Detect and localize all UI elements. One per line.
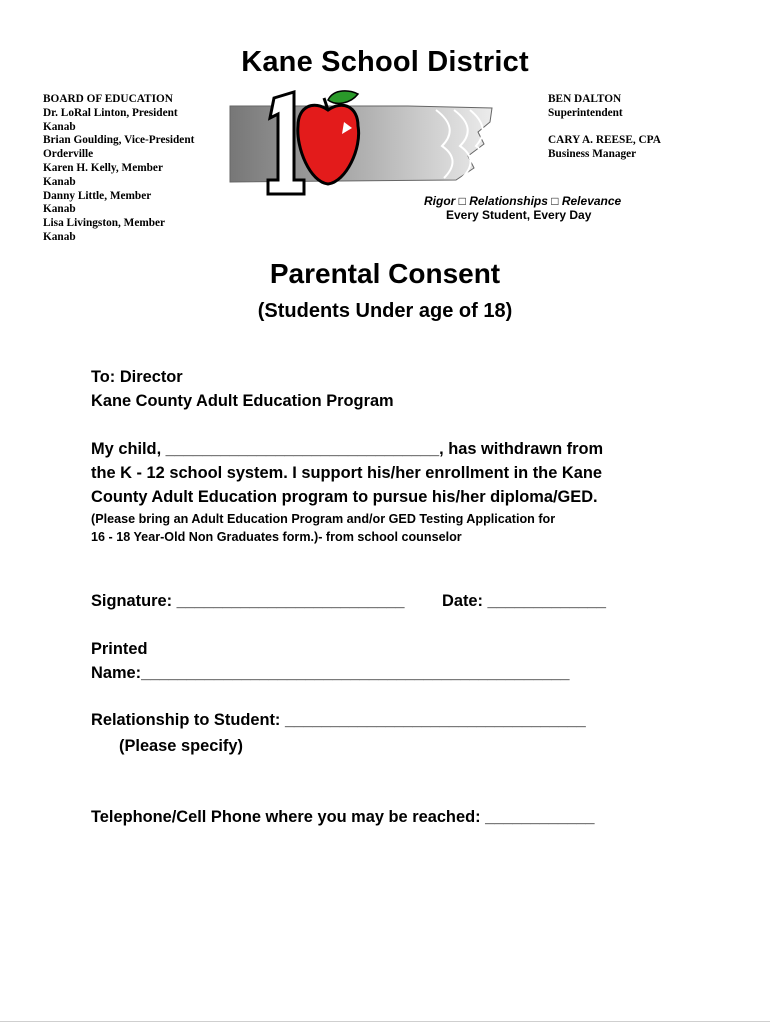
consent-body-line-1: My child, ______________________________, has withdrawn from [91, 440, 604, 458]
business-manager-name: CARY A. REESE, CPA [548, 134, 661, 147]
form-note-line-2: 16 - 18 Year-Old Non Graduates form.)- from school counselor [91, 530, 462, 544]
consent-body-line-3: County Adult Education program to pursue his/her diploma/GED. [91, 488, 598, 506]
district-motto: Rigor □ Relationships □ Relevance [424, 194, 622, 208]
board-member: Dr. LoRal Linton, President [43, 106, 178, 119]
board-heading: BOARD OF EDUCATION [43, 93, 173, 105]
board-member: Lisa Livingston, Member [43, 217, 166, 230]
superintendent-title: Superintendent [548, 106, 623, 119]
relationship-field: Relationship to Student: _________________________________ [91, 711, 586, 729]
telephone-field: Telephone/Cell Phone where you may be reached: ____________ [91, 808, 595, 826]
date-field: Date: _____________ [442, 592, 607, 610]
board-member: Karen H. Kelly, Member [43, 161, 163, 174]
printed-name-field: Name:_______________________________________________ [91, 664, 570, 682]
page-bottom-divider [0, 1021, 770, 1022]
district-logo [228, 88, 498, 196]
printed-name-label: Printed [91, 640, 148, 658]
form-subtitle: (Students Under age of 18) [257, 300, 513, 322]
administration-list [548, 93, 661, 162]
consent-body-line-2: the K - 12 school system. I support his/her enrollment in the Kane [91, 464, 602, 482]
board-member-town: Orderville [43, 148, 94, 161]
form-title: Parental Consent [269, 258, 501, 289]
board-member-town: Kanab [43, 203, 76, 216]
district-slogan: Every Student, Every Day [446, 208, 592, 222]
board-member: Brian Goulding, Vice-President [43, 134, 195, 147]
business-manager-title: Business Manager [548, 148, 637, 161]
board-member-town: Kanab [43, 175, 76, 188]
relationship-hint: (Please specify) [119, 737, 243, 755]
board-member-town: Kanab [43, 120, 76, 133]
board-member-town: Kanab [43, 230, 76, 243]
recipient-program: Kane County Adult Education Program [91, 392, 394, 410]
form-note-line-1: (Please bring an Adult Education Program and/or GED Testing Application for [91, 512, 556, 526]
district-title: Kane School District [241, 46, 529, 78]
recipient-line: To: Director [91, 368, 183, 386]
superintendent-name: BEN DALTON [548, 93, 622, 105]
signature-field: Signature: _________________________ [91, 592, 405, 610]
board-of-education-list [43, 93, 194, 245]
board-member: Danny Little, Member [43, 189, 152, 202]
